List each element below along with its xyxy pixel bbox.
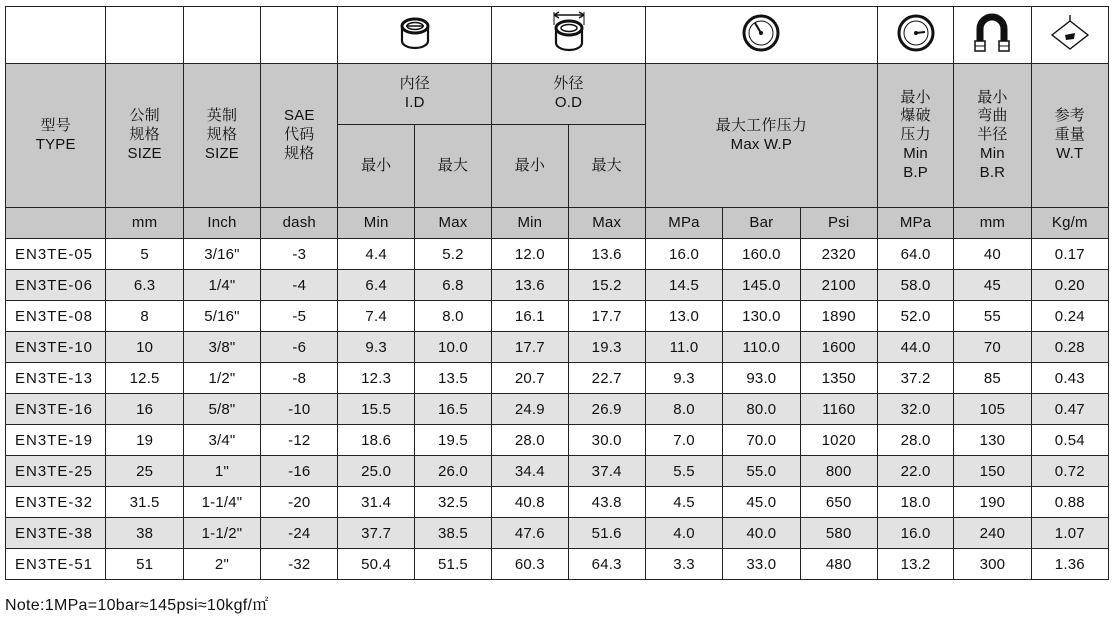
table-cell: 0.54 [1031, 425, 1108, 456]
table-cell: 19.5 [414, 425, 491, 456]
type-cell: EN3TE-32 [6, 487, 106, 518]
unit-row [6, 208, 1109, 239]
unit-conversion-note: Note:1MPa=10bar≈145psi≈10kgf/㎡ [5, 597, 269, 614]
header-inner-diameter: 内径 I.D [338, 64, 492, 125]
type-cell: EN3TE-06 [6, 270, 106, 301]
table-cell: 150 [954, 456, 1031, 487]
header-weight: 参考 重量 W.T [1031, 64, 1108, 208]
inner-diameter-icon-cell [338, 7, 492, 64]
unit-cell: Bar [723, 208, 800, 239]
table-cell: 11.0 [645, 332, 722, 363]
type-cell: EN3TE-38 [6, 518, 106, 549]
table-row [6, 549, 1109, 580]
table-cell: 51.6 [568, 518, 645, 549]
table-cell: 37.7 [338, 518, 414, 549]
table-cell: -10 [261, 394, 338, 425]
unit-cell: Psi [800, 208, 877, 239]
table-cell: 22.0 [877, 456, 953, 487]
table-cell: 16.1 [492, 301, 568, 332]
table-cell: 37.4 [568, 456, 645, 487]
unit-cell: Max [414, 208, 491, 239]
type-cell: EN3TE-19 [6, 425, 106, 456]
table-cell: 8.0 [645, 394, 722, 425]
icon-row [6, 7, 1109, 64]
table-cell: 47.6 [492, 518, 568, 549]
table-cell: 0.20 [1031, 270, 1108, 301]
table-cell: 4.5 [645, 487, 722, 518]
table-cell: 16.0 [645, 239, 722, 270]
table-cell: 1.36 [1031, 549, 1108, 580]
table-cell: 6.4 [338, 270, 414, 301]
table-cell: 3/8" [183, 332, 260, 363]
table-cell: 0.24 [1031, 301, 1108, 332]
table-row [6, 487, 1109, 518]
table-cell: 6.3 [106, 270, 183, 301]
table-cell: 12.3 [338, 363, 414, 394]
bend-radius-icon-cell [954, 7, 1031, 64]
working-pressure-icon-cell [645, 7, 877, 64]
header-working-pressure: 最大工作压力 Max W.P [645, 64, 877, 208]
table-cell: 13.6 [492, 270, 568, 301]
unit-cell: Max [568, 208, 645, 239]
table-cell: 1160 [800, 394, 877, 425]
table-cell: 5.2 [414, 239, 491, 270]
header-row-1 [6, 64, 1109, 125]
table-cell: 0.88 [1031, 487, 1108, 518]
table-cell: 5.5 [645, 456, 722, 487]
header-id-max: 最大 [414, 125, 491, 208]
unit-cell: mm [954, 208, 1031, 239]
unit-cell: MPa [877, 208, 953, 239]
weight-icon [1048, 13, 1092, 57]
table-cell: 26.9 [568, 394, 645, 425]
table-cell: 3.3 [645, 549, 722, 580]
table-cell: 64.0 [877, 239, 953, 270]
bend-radius-icon [972, 11, 1012, 59]
table-cell: 13.6 [568, 239, 645, 270]
table-cell: 9.3 [338, 332, 414, 363]
spec-sheet [5, 6, 1109, 580]
table-cell: 12.0 [492, 239, 568, 270]
hose-spec-table [5, 6, 1109, 580]
table-cell: 105 [954, 394, 1031, 425]
table-cell: 34.4 [492, 456, 568, 487]
table-cell: 480 [800, 549, 877, 580]
type-cell: EN3TE-08 [6, 301, 106, 332]
table-cell: 9.3 [645, 363, 722, 394]
table-cell: 13.0 [645, 301, 722, 332]
table-cell: 0.43 [1031, 363, 1108, 394]
table-cell: 8.0 [414, 301, 491, 332]
table-cell: -4 [261, 270, 338, 301]
blank-cell [6, 7, 106, 64]
weight-icon-cell [1031, 7, 1108, 64]
table-cell: 1/2" [183, 363, 260, 394]
table-cell: 26.0 [414, 456, 491, 487]
header-outer-diameter: 外径 O.D [492, 64, 646, 125]
table-cell: 1-1/2" [183, 518, 260, 549]
table-cell: 2100 [800, 270, 877, 301]
table-cell: 3/16" [183, 239, 260, 270]
table-cell: 40.0 [723, 518, 800, 549]
header-burst-pressure: 最小 爆破 压力 Min B.P [877, 64, 953, 208]
table-cell: 18.6 [338, 425, 414, 456]
outer-diameter-hose-icon [549, 11, 589, 59]
table-cell: 37.2 [877, 363, 953, 394]
table-cell: -5 [261, 301, 338, 332]
table-cell: 7.0 [645, 425, 722, 456]
table-cell: 800 [800, 456, 877, 487]
table-cell: 4.0 [645, 518, 722, 549]
table-row [6, 394, 1109, 425]
header-type: 型号 TYPE [6, 64, 106, 208]
table-cell: 70.0 [723, 425, 800, 456]
table-cell: 93.0 [723, 363, 800, 394]
blank-cell [183, 7, 260, 64]
table-cell: 13.5 [414, 363, 491, 394]
blank-cell [106, 7, 183, 64]
table-cell: 45.0 [723, 487, 800, 518]
table-cell: -12 [261, 425, 338, 456]
table-row [6, 425, 1109, 456]
table-cell: 300 [954, 549, 1031, 580]
table-cell: 38.5 [414, 518, 491, 549]
table-cell: 60.3 [492, 549, 568, 580]
table-cell: -20 [261, 487, 338, 518]
table-cell: 1890 [800, 301, 877, 332]
table-cell: 55.0 [723, 456, 800, 487]
table-cell: 1" [183, 456, 260, 487]
burst-gauge-icon [896, 13, 936, 57]
table-cell: 650 [800, 487, 877, 518]
table-cell: 22.7 [568, 363, 645, 394]
table-cell: 44.0 [877, 332, 953, 363]
table-cell: 5/16" [183, 301, 260, 332]
table-cell: 2320 [800, 239, 877, 270]
table-cell: 32.5 [414, 487, 491, 518]
table-cell: 85 [954, 363, 1031, 394]
table-cell: 19 [106, 425, 183, 456]
table-cell: 38 [106, 518, 183, 549]
table-cell: 130.0 [723, 301, 800, 332]
table-cell: 10 [106, 332, 183, 363]
table-cell: -32 [261, 549, 338, 580]
table-cell: 4.4 [338, 239, 414, 270]
table-cell: 1350 [800, 363, 877, 394]
table-cell: 58.0 [877, 270, 953, 301]
table-cell: 51 [106, 549, 183, 580]
table-cell: 10.0 [414, 332, 491, 363]
table-cell: -6 [261, 332, 338, 363]
table-cell: 43.8 [568, 487, 645, 518]
table-cell: 13.2 [877, 549, 953, 580]
table-cell: 240 [954, 518, 1031, 549]
table-cell: 1020 [800, 425, 877, 456]
type-cell: EN3TE-25 [6, 456, 106, 487]
header-bend-radius: 最小 弯曲 半径 Min B.R [954, 64, 1031, 208]
table-cell: 7.4 [338, 301, 414, 332]
table-cell: 12.5 [106, 363, 183, 394]
table-cell: 51.5 [414, 549, 491, 580]
header-inch-size: 英制 规格 SIZE [183, 64, 260, 208]
table-cell: 130 [954, 425, 1031, 456]
table-cell: 25 [106, 456, 183, 487]
table-cell: 64.3 [568, 549, 645, 580]
table-cell: 19.3 [568, 332, 645, 363]
table-cell: 32.0 [877, 394, 953, 425]
table-cell: 16.5 [414, 394, 491, 425]
unit-cell: Min [492, 208, 568, 239]
type-cell: EN3TE-05 [6, 239, 106, 270]
table-cell: 28.0 [492, 425, 568, 456]
table-cell: 28.0 [877, 425, 953, 456]
table-cell: 2" [183, 549, 260, 580]
table-cell: 5/8" [183, 394, 260, 425]
table-cell: 145.0 [723, 270, 800, 301]
table-cell: 52.0 [877, 301, 953, 332]
unit-cell: MPa [645, 208, 722, 239]
unit-cell: Min [338, 208, 414, 239]
table-cell: 17.7 [568, 301, 645, 332]
table-row [6, 456, 1109, 487]
type-cell: EN3TE-51 [6, 549, 106, 580]
header-od-min: 最小 [492, 125, 568, 208]
table-cell: 16 [106, 394, 183, 425]
table-row [6, 332, 1109, 363]
table-cell: 14.5 [645, 270, 722, 301]
type-cell: EN3TE-16 [6, 394, 106, 425]
burst-pressure-icon-cell [877, 7, 953, 64]
header-od-max: 最大 [568, 125, 645, 208]
table-cell: 20.7 [492, 363, 568, 394]
outer-diameter-icon-cell [492, 7, 646, 64]
table-cell: 15.5 [338, 394, 414, 425]
table-cell: 70 [954, 332, 1031, 363]
table-cell: 33.0 [723, 549, 800, 580]
table-cell: 1/4" [183, 270, 260, 301]
table-cell: 16.0 [877, 518, 953, 549]
table-cell: 25.0 [338, 456, 414, 487]
table-cell: 1-1/4" [183, 487, 260, 518]
table-cell: 31.5 [106, 487, 183, 518]
table-cell: 1.07 [1031, 518, 1108, 549]
header-sae-dash: SAE 代码 规格 [261, 64, 338, 208]
unit-cell: Inch [183, 208, 260, 239]
table-cell: 17.7 [492, 332, 568, 363]
unit-cell-type [6, 208, 106, 239]
type-cell: EN3TE-10 [6, 332, 106, 363]
table-cell: 6.8 [414, 270, 491, 301]
table-cell: 45 [954, 270, 1031, 301]
table-cell: 15.2 [568, 270, 645, 301]
table-cell: -3 [261, 239, 338, 270]
table-cell: -24 [261, 518, 338, 549]
table-cell: 24.9 [492, 394, 568, 425]
table-row [6, 270, 1109, 301]
table-cell: 50.4 [338, 549, 414, 580]
unit-cell: dash [261, 208, 338, 239]
table-cell: 3/4" [183, 425, 260, 456]
table-cell: 55 [954, 301, 1031, 332]
inner-diameter-hose-icon [398, 14, 432, 56]
table-cell: 5 [106, 239, 183, 270]
table-cell: 40.8 [492, 487, 568, 518]
table-cell: 0.28 [1031, 332, 1108, 363]
table-cell: 31.4 [338, 487, 414, 518]
table-cell: 0.72 [1031, 456, 1108, 487]
data-rows [6, 239, 1109, 580]
table-cell: 18.0 [877, 487, 953, 518]
table-cell: 0.47 [1031, 394, 1108, 425]
table-cell: 160.0 [723, 239, 800, 270]
table-row [6, 301, 1109, 332]
table-cell: -8 [261, 363, 338, 394]
table-cell: 30.0 [568, 425, 645, 456]
table-cell: 1600 [800, 332, 877, 363]
pressure-gauge-icon [741, 13, 781, 57]
table-row [6, 239, 1109, 270]
unit-cell: Kg/m [1031, 208, 1108, 239]
header-metric-size: 公制 规格 SIZE [106, 64, 183, 208]
blank-cell [261, 7, 338, 64]
table-cell: 580 [800, 518, 877, 549]
type-cell: EN3TE-13 [6, 363, 106, 394]
table-cell: 110.0 [723, 332, 800, 363]
table-cell: -16 [261, 456, 338, 487]
header-id-min: 最小 [338, 125, 414, 208]
unit-cell: mm [106, 208, 183, 239]
table-cell: 40 [954, 239, 1031, 270]
table-row [6, 518, 1109, 549]
table-cell: 80.0 [723, 394, 800, 425]
table-cell: 8 [106, 301, 183, 332]
table-cell: 0.17 [1031, 239, 1108, 270]
table-row [6, 363, 1109, 394]
table-cell: 190 [954, 487, 1031, 518]
